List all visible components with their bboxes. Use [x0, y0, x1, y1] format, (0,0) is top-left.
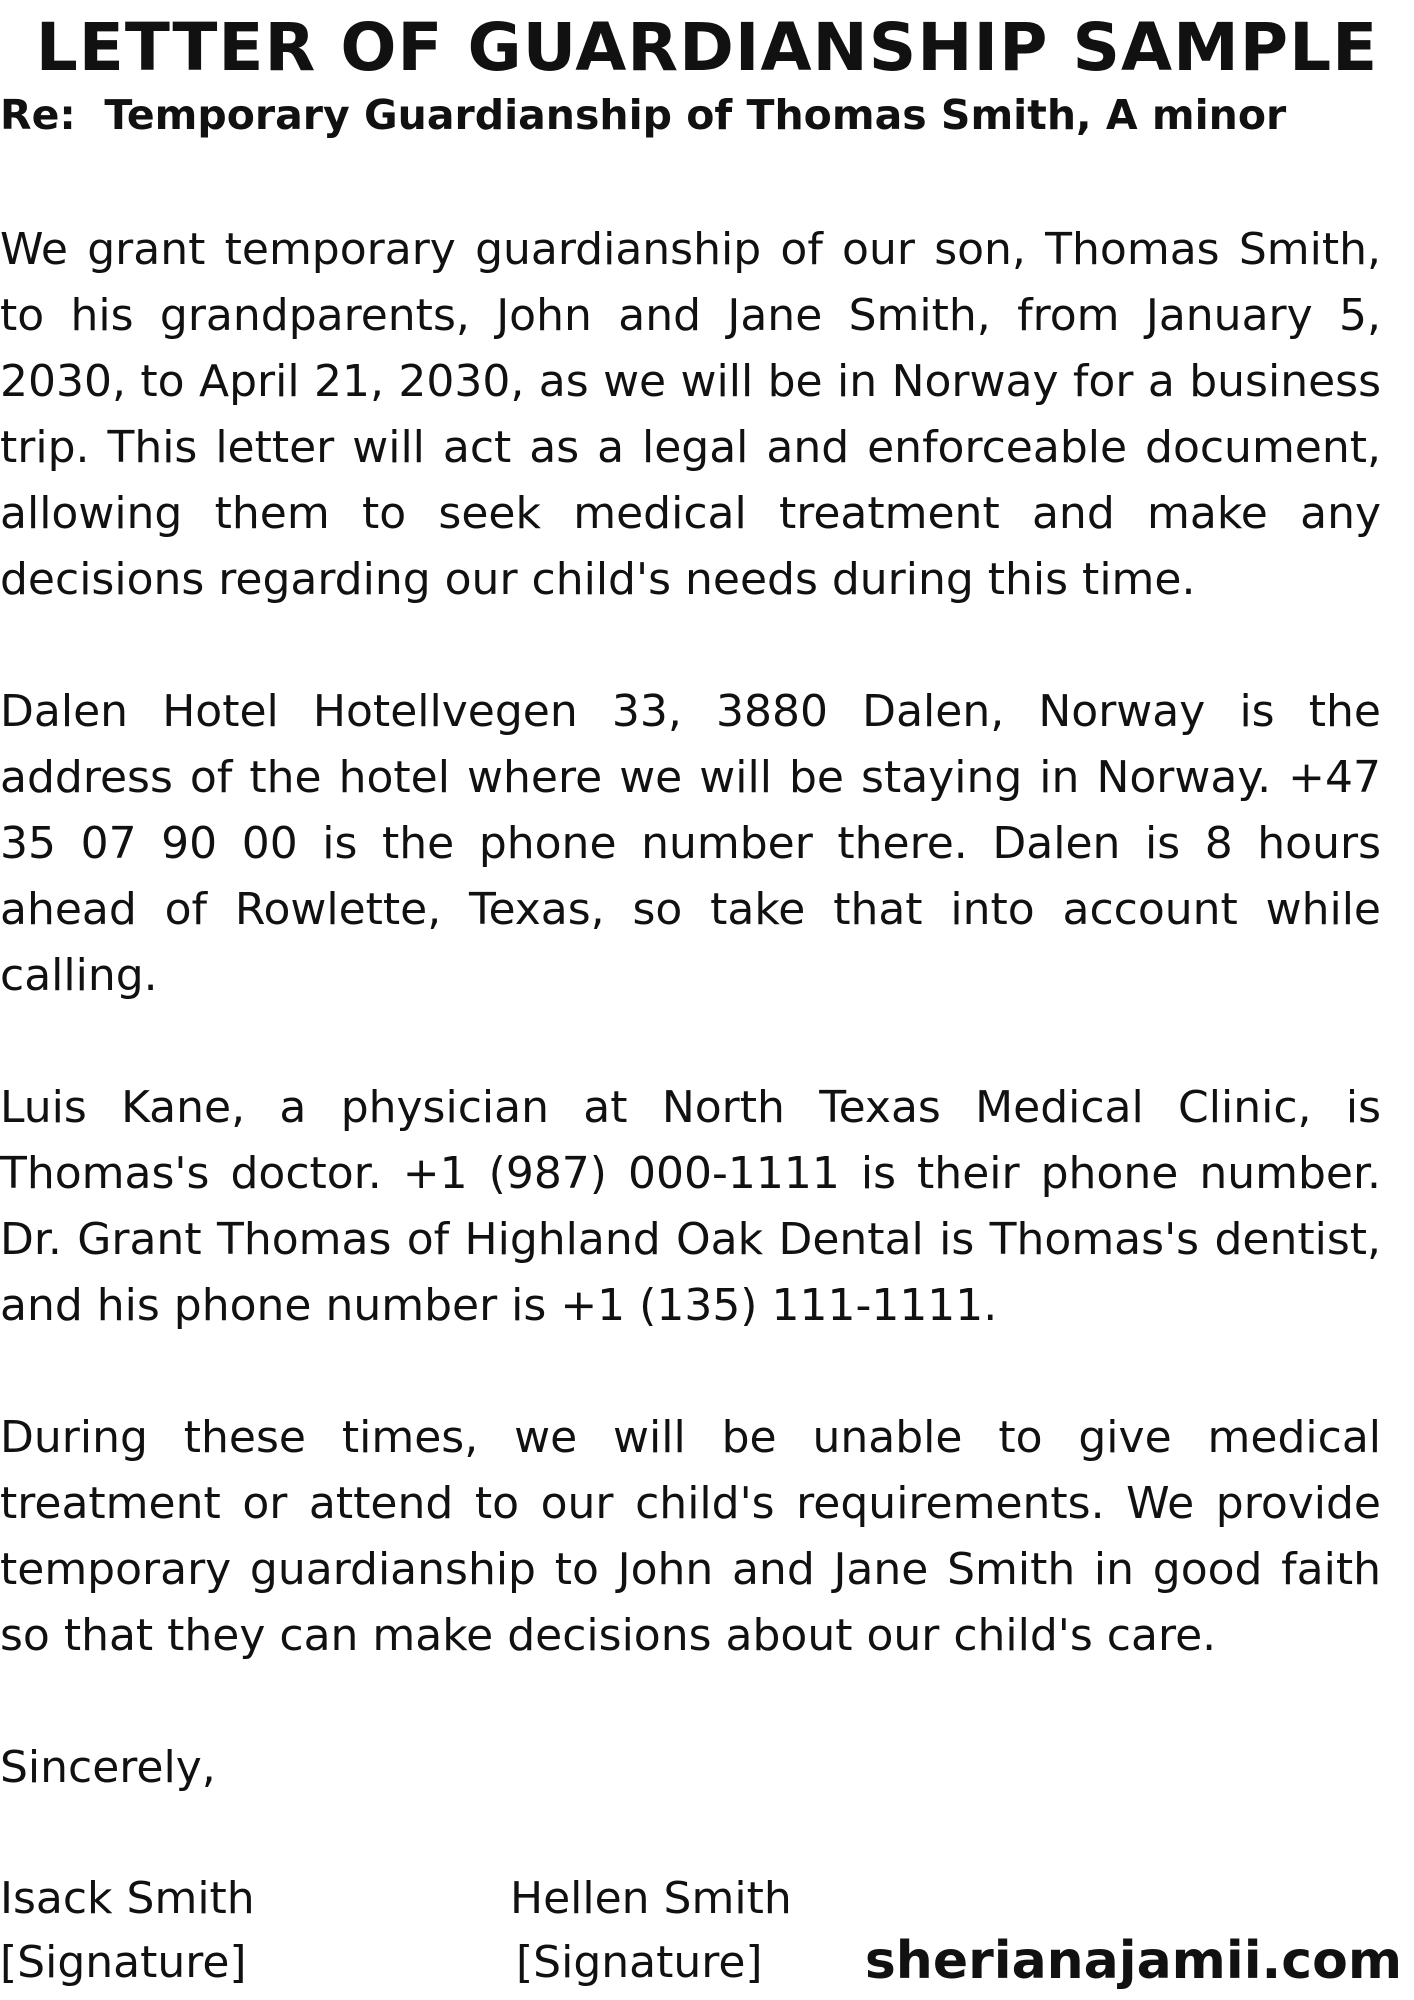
body-paragraph-grant: We grant temporary guardianship of our son, Thomas Smith, to his grandparents, John and Jane Smith, from January 5, 2030, to April 21, 2030, as we will be in Norway for a business trip. This letter will act as a legal and enforceable document, allowing them to seek medical treatment and make any decisions regarding our child's needs during this time.	[0, 224, 1381, 605]
subject-line: Re: Temporary Guardianship of Thomas Smith, A minor	[0, 91, 1287, 139]
signature-placeholder-father: [Signature]	[0, 1937, 247, 1988]
closing-salutation: Sincerely,	[0, 1742, 216, 1793]
body-paragraph-hotel: Dalen Hotel Hotellvegen 33, 3880 Dalen, Norway is the address of the hotel where we will be staying in Norway. +47 35 07 90 00 is the phone number there. Dalen is 8 hours ahead of Rowlette, Texas, so take that into account while calling.	[0, 686, 1381, 1001]
signer-name-mother: Hellen Smith	[510, 1873, 792, 1924]
body-paragraph-authorization: During these times, we will be unable to give medical treatment or attend to our child's requirements. We provide temporary guardianship to John and Jane Smith in good faith so that they can make decisions about our child's care.	[0, 1412, 1381, 1661]
signature-placeholder-mother: [Signature]	[516, 1937, 763, 1988]
signer-name-father: Isack Smith	[0, 1873, 255, 1924]
website-watermark: sherianajamii.com	[864, 1931, 1402, 1991]
document-title: LETTER OF GUARDIANSHIP SAMPLE	[35, 9, 1379, 86]
body-paragraph-medical-contacts: Luis Kane, a physician at North Texas Medical Clinic, is Thomas's doctor. +1 (987) 000-1111 is their phone number. Dr. Grant Thomas of Highland Oak Dental is Thomas's dentist, and his phone number is +1 (135) 111-1111.	[0, 1082, 1381, 1331]
